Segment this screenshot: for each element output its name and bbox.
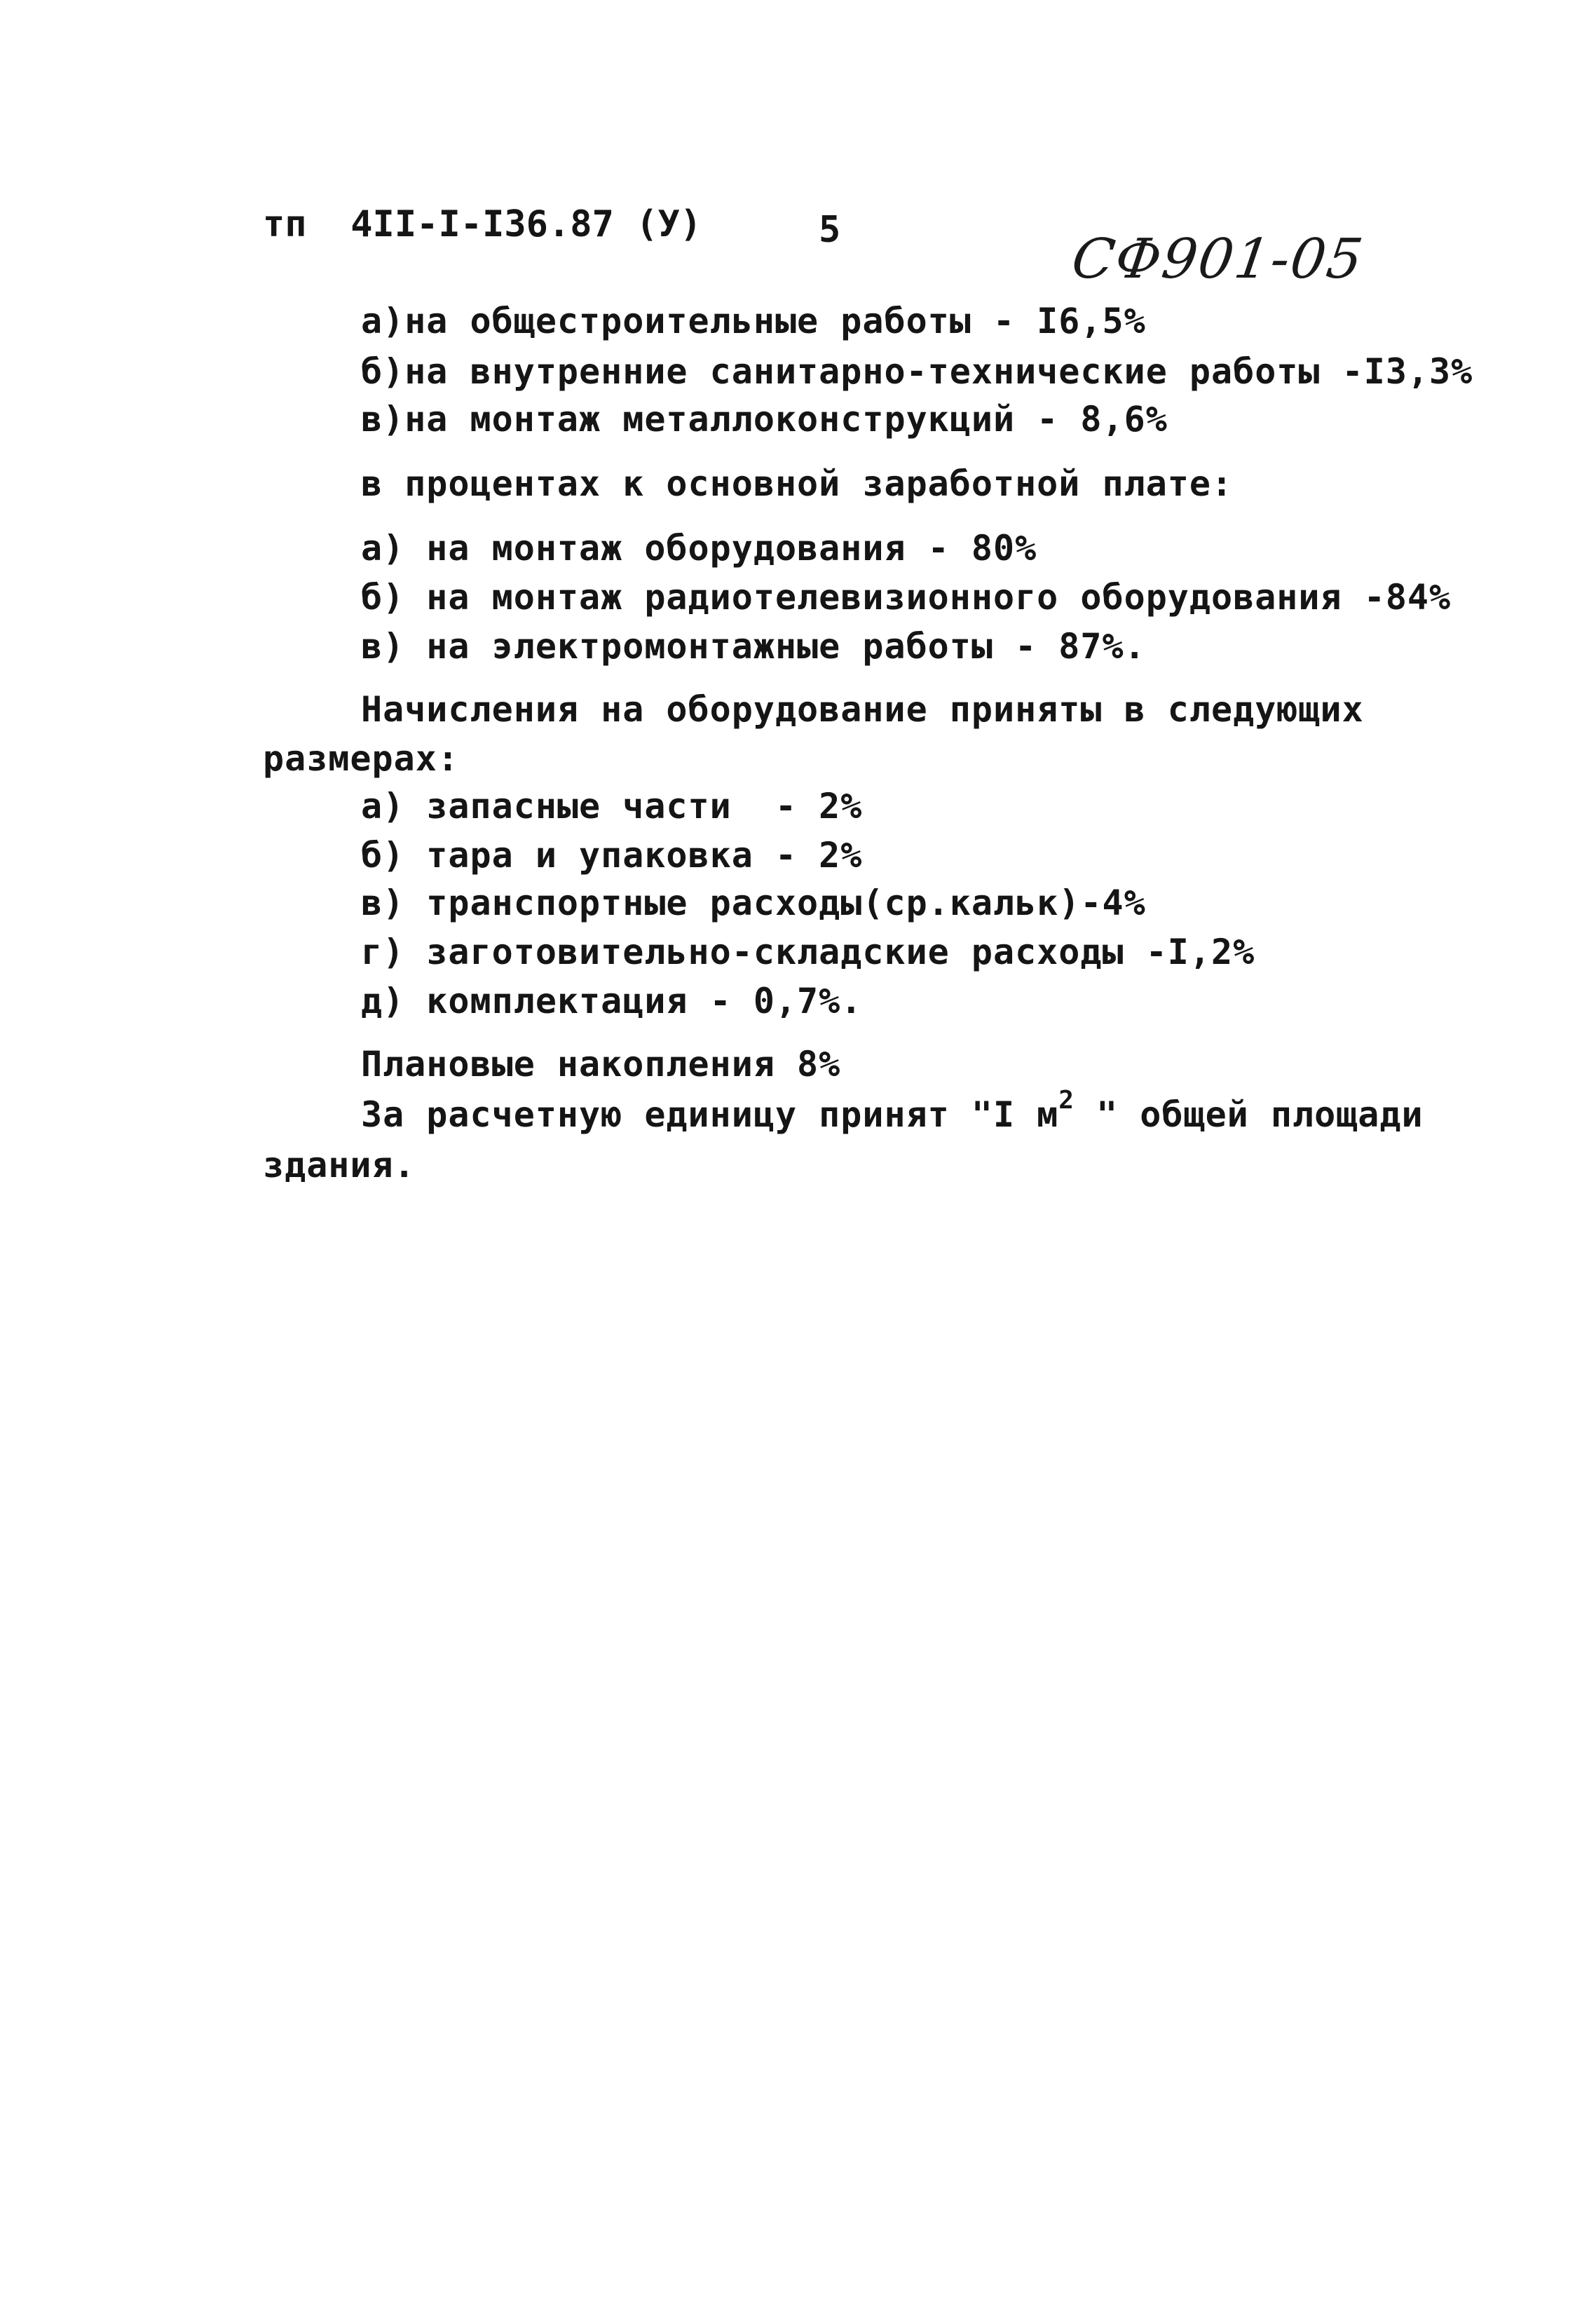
percent-item-c: в)на монтаж металлоконструкций - 8,6% — [361, 399, 1168, 440]
salary-item-a: а) на монтаж оборудования - 80% — [361, 528, 1037, 569]
unit-superscript: 2 — [1058, 1086, 1075, 1115]
equipment-intro-line2: размерах: — [263, 738, 459, 779]
percent-item-a: а)на общестроительные работы - I6,5% — [361, 301, 1146, 341]
equipment-intro-line1: Начисления на оборудование приняты в следующих — [361, 689, 1364, 730]
equipment-item-e: д) комплектация - 0,7%. — [361, 981, 863, 1021]
document-code: тп 4II-I-I36.87 (У) — [263, 203, 702, 245]
salary-item-c: в) на электромонтажные работы - 87%. — [361, 626, 1146, 667]
salary-item-b: б) на монтаж радиотелевизионного оборудования -84% — [361, 577, 1452, 618]
page-number: 5 — [819, 209, 841, 251]
equipment-item-c: в) транспортные расходы(ср.кальк)-4% — [361, 883, 1146, 923]
equipment-item-b: б) тара и упаковка - 2% — [361, 835, 863, 876]
unit-text-after: " общей площади — [1074, 1094, 1424, 1135]
equipment-item-a: а) запасные части - 2% — [361, 786, 863, 827]
percent-item-b: б)на внутренние санитарно-технические работы -I3,3% — [361, 351, 1473, 392]
unit-line2: здания. — [263, 1145, 416, 1185]
equipment-item-d: г) заготовительно-складские расходы -I,2% — [361, 932, 1255, 972]
salary-heading: в процентах к основной заработной плате: — [361, 463, 1234, 504]
handwritten-stamp: СФ901-05 — [1068, 228, 1368, 291]
planned-savings: Плановые накопления 8% — [361, 1044, 841, 1085]
unit-text-before: За расчетную единицу принят "I м — [361, 1094, 1059, 1135]
unit-line1 — [361, 1086, 1424, 1136]
